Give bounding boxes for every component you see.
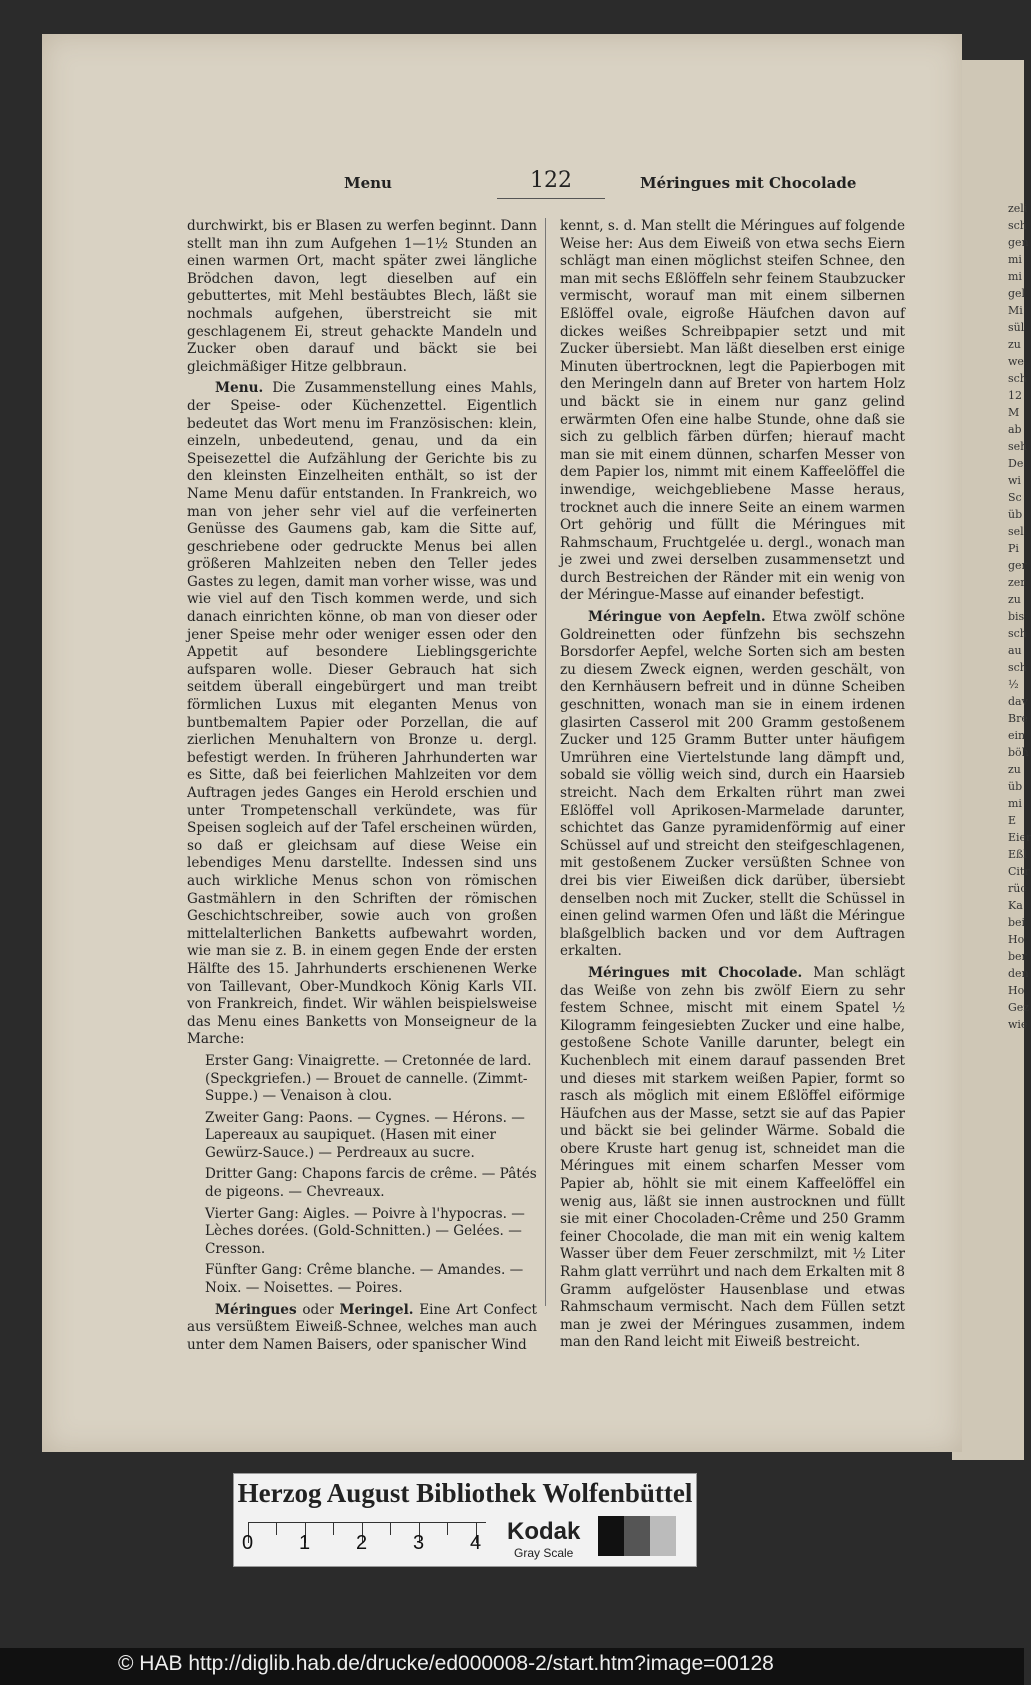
header-rule <box>497 198 605 199</box>
entry-heading: Méringue von Aepfeln. <box>588 609 766 626</box>
course-item: Fünfter Gang: Crême blanche. — Amandes. — Noix. — Noisettes. — Poires. <box>205 1262 524 1297</box>
book-page <box>42 34 962 1452</box>
paragraph: durchwirkt, bis er Blasen zu werfen beginnt. Dann stellt man ihn zum Aufgehen 1—1½ Stunden an einen warmen Ort, macht später zwei längliche Brödchen davon, legt dieselben auf ein gebuttertes, mit Mehl bestäubtes Blech, läßt sie nochmals aufgehen, überstreicht sie mit geschlagenem Ei, streut gehackte Mandeln und Zucker oben darauf und bäckt sie bei gleichmäßiger Hitze gelbbraun. <box>187 218 537 375</box>
entry-heading: Méringues mit Chocolade. <box>588 964 803 981</box>
ruler-number: 1 <box>299 1532 311 1554</box>
ruler-number: 2 <box>356 1532 368 1554</box>
page-number: 122 <box>530 168 572 193</box>
entry-heading: Menu. <box>215 380 264 397</box>
right-column <box>560 218 905 1356</box>
footer-copyright-url[interactable]: © HAB http://diglib.hab.de/drucke/ed000008-2/start.htm?image=00128 <box>118 1652 774 1675</box>
ruler-number: 3 <box>413 1532 425 1554</box>
entry-text: Man schlägt das Weiße von zehn bis zwölf Eiern zu sehr festem Schnee, mischt mit einem Spatel ½ Kilogramm feingesiebten Zucker und eine halbe, gestoßene Schote Vanille darunter, belegt ein Kuchenblech mit einem darauf passenden Bret und dieses mit starkem weißen Papier, formt so rasch als möglich mit einem Eßlöffel eiförmige Häufchen aus der Masse, setzt sie auf das Papier und bäckt sie bei gelinder Wärme. Sobald die obere Kruste hart genug ist, schneidet man die Méringues mit einem scharfen Messer vom Papier ab, höhlt sie mit einem Kaffeelöffel ein wenig aus, läßt sie innen austrocknen und füllt sie mit einer Chocoladen-Crême und 250 Gramm feiner Chocolade, die man mit ein wenig kaltem Wasser über dem Feuer zerschmilzt, mit ½ Liter Rahm glatt verrührt und nach dem Erkalten mit 8 Gramm aufgelöster Hausenblase und etwas Rahmschaum vermischt. Nach dem Füllen setzt man je zwei der Méringues zusammen, indem man den Rand leicht mit Eiweiß bestreicht. <box>560 964 905 1351</box>
paragraph: kennt, s. d. Man stellt die Méringues auf folgende Weise her: Aus dem Eiweiß von etwa sechs Eiern schlägt man einen möglichst steifen Schnee, den man mit sechs Eßlöffeln sehr feinem Staubzucker vermischt, worauf man mit einem silbernen Eßlöffel ovale, eigroße Häufchen davon auf dickes weißes Schreibpapier setzt und mit Zucker übersiebt. Man läßt dieselben erst einige Minuten übertrocknen, legt die Papierbogen mit den Meringeln dann auf Breter von hartem Holz und bäckt sie in einem nur ganz gelind erwärmten Ofen eine halbe Stunde, ohne daß sie sich zu gelblich färben dürfen; hierauf macht man sie mit einem dünnen, scharfen Messer von dem Papier los, nimmt mit einem Kaffeelöffel die inwendige, weichgebliebene Masse heraus, trocknet auch die innere Seite an einem warmen Ort gehörig und füllt die Méringues mit Rahmschaum, Fruchtgelée u. dergl., wonach man je zwei und zwei derselben zusammensetzt und durch Bestreichen der Ränder mit ein wenig von der Méringue-Masse auf einander befestigt. <box>560 218 905 604</box>
header-left-keyword: Menu <box>344 174 392 192</box>
course-list <box>187 1053 537 1298</box>
entry-text: Die Zusammenstellung eines Mahls, der Speise- oder Küchenzettel. Eigentlich bedeutet das Wort menu im Französischen: klein, einzeln, unbedeutend, genau, und da ein Speisezettel die Aufzählung der Gerichte bis zu den kleinsten Einzelheiten enthält, so ist der Name Menu dafür entstanden. In Frankreich, wo man von jeher sehr viel auf die verfeinerten Genüsse des Gaumens gab, kam die Sitte auf, geschriebene oder gedruckte Menus bei allen größeren Mahlzeiten neben den Teller jedes Gastes zu legen, damit man vorher wisse, was und wie viel auf den Tisch kommen werde, und sich danach einrichten könne, ob man von dieser oder jener Speise mehr oder weniger essen oder den Appetit auf besondere Lieblingsgerichte aufsparen wolle. Dieser Gebrauch hat sich seitdem überall eingebürgert und man treibt förmlichen Luxus mit eleganten Menus von buntbemaltem Papier oder Porzellan, die auf zierlichen Menuhaltern von Bronze u. dergl. befestigt werden. In früheren Jahrhunderten war es Sitte, daß bei feierlichen Mahlzeiten vor dem Auftragen jedes Ganges ein Herold erschien und unter Trompetenschall verkündete, was für Speisen sogleich auf der Tafel erscheinen würden, so daß er gleichsam auf diese Weise ein lebendiges Menu darstellte. Indessen sind uns auch wirkliche Menus schon von römischen Gastmählern in den Schriften der römischen Geschichtschreiber, sowie auch von großen mittelalterlichen Banketts aufbewahrt worden, wie man sie z. B. in einem gegen Ende der ersten Hälfte des 15. Jahrhunderts erschienenen Werke von Taillevant, Ober-Mundkoch König Karls VII. von Frankreich, findet. Wir wählen beispielsweise das Menu eines Banketts von Monseigneur de la Marche: <box>187 380 537 1048</box>
entry-meringues-chocolade <box>560 965 905 1352</box>
entry-heading-alt: Meringel. <box>339 1301 414 1318</box>
column-divider <box>545 218 546 1306</box>
next-page-fragments: zeli sch gen mi mi gel Mi sül zu we sch 12 M ab seh De wi Sc üb sel Pi ger zer zu bis sch au sch ½ dav Bre ein böh zu üb mi E Eier Eßl Citr rüc Ka bei Ho ber den Ho Gez wie <box>1008 202 1031 1031</box>
gray-patch-black <box>598 1516 624 1556</box>
entry-connector: oder <box>302 1301 334 1318</box>
footer-bar <box>0 1648 1024 1685</box>
library-name: Herzog August Bibliothek Wolfenbüttel <box>237 1478 693 1508</box>
course-item: Dritter Gang: Chapons farcis de crême. — Pâtés de pigeons. — Chevreaux. <box>205 1166 537 1201</box>
entry-heading: Méringues <box>215 1301 297 1318</box>
ruler-tick <box>276 1523 277 1535</box>
entry-meringue-aepfeln <box>560 609 905 961</box>
header-right-keyword: Méringues mit Chocolade <box>640 174 857 192</box>
ruler-tick <box>333 1523 334 1535</box>
gray-scale-label: Gray Scale <box>514 1546 574 1560</box>
gray-patch-dark <box>624 1516 650 1556</box>
course-item: Vierter Gang: Aigles. — Poivre à l'hypocras. — Lèches dorées. (Gold-Schnitten.) — Gelées. — Cresson. <box>205 1205 525 1257</box>
entry-menu <box>187 380 537 1049</box>
library-color-card <box>233 1473 697 1567</box>
kodak-logo: Kodak <box>507 1518 581 1545</box>
entry-meringues <box>187 1302 537 1355</box>
ruler-number: 0 <box>242 1532 254 1554</box>
ruler-tick <box>447 1523 448 1535</box>
course-item: Zweiter Gang: Paons. — Cygnes. — Hérons. — Lapereaux au saupiquet. (Hasen mit einer Gewürz-Sauce.) — Perdreaux au sucre. <box>205 1109 525 1161</box>
ruler-tick <box>390 1523 391 1535</box>
gray-patch-light <box>650 1516 676 1556</box>
entry-text: Eine Art Confect aus versüßtem Eiweiß-Schnee, welches man auch unter dem Namen Baisers, oder spanischer Wind <box>187 1301 538 1353</box>
entry-text: Etwa zwölf schöne Goldreinetten oder fünfzehn bis sechszehn Borsdorfer Aepfel, welche Sorten sich am besten zu diesem Zweck eignen, werden geschält, von den Kernhäusern befreit und in dünne Scheiben geschnitten, wonach man sie in einem irdenen glasirten Casserol mit 200 Gramm gestoßenem Zucker und 125 Gramm Butter unter häufigem Umrühren eine Viertelstunde lang dämpft und, sobald sie völlig weich sind, durch ein Haarsieb streicht. Nach dem Erkalten rührt man zwei Eßlöffel voll Aprikosen-Marmelade darunter, schichtet das Ganze pyramidenförmig auf einer Schüssel auf und streicht den steifgeschlagenen, mit gestoßenem Zucker versüßten Schnee von drei bis vier Eiweißen dick darüber, übersiebt denselben noch mit Zucker, stellt die Schüssel in einen gelind warmen Ofen und läßt die Méringue blaßgelblich backen und vor dem Auftragen erkalten. <box>560 609 905 960</box>
left-column <box>187 218 537 1358</box>
course-item: Erster Gang: Vinaigrette. — Cretonnée de lard. (Speckgriefen.) — Brouet de cannelle. (Zimmt-Suppe.) — Venaison à clou. <box>205 1052 532 1105</box>
ruler-number: 4 <box>470 1532 482 1554</box>
running-header <box>42 168 962 204</box>
